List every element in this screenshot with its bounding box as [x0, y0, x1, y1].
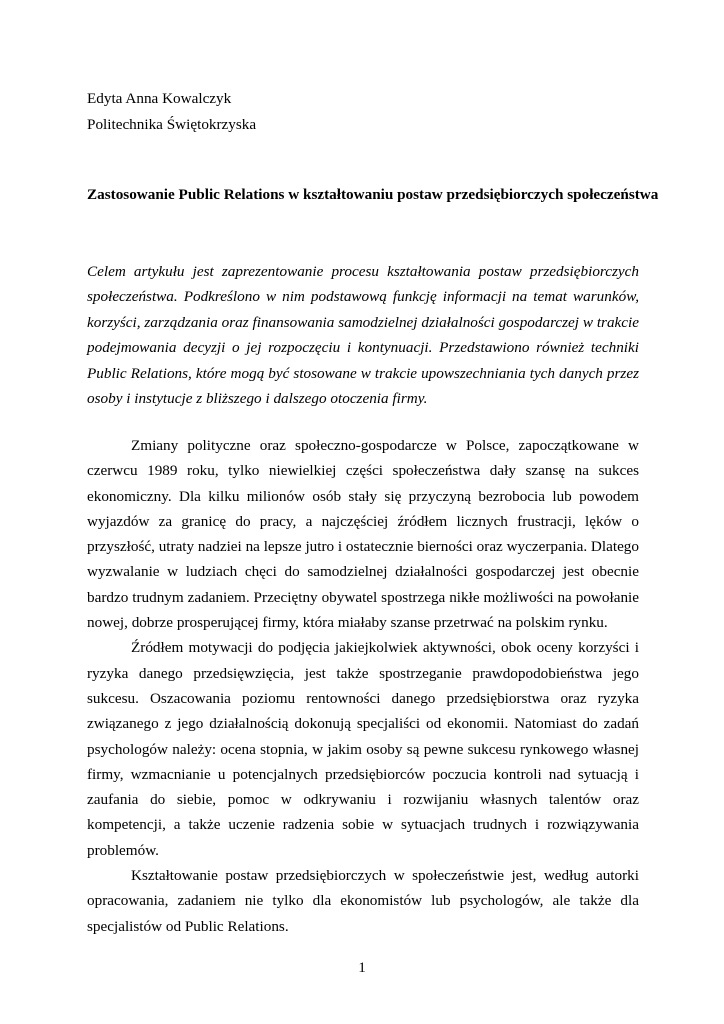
- body-text: [87, 433, 639, 939]
- author-affiliation: Politechnika Świętokrzyska: [87, 116, 257, 133]
- page-number: 1: [358, 959, 366, 976]
- paragraph-2: Źródłem motywacji do podjęcia jakiejkolwiek aktywności, obok oceny korzyści i ryzyka danego przedsięwzięcia, jest także spostrzeganie prawdopodobieństwa jego sukcesu. Oszacowania poziomu rentowności danego przedsiębiorstwa oraz ryzyka związanego z jego działalnością dokonują specjaliści od ekonomii. Natomiast do zadań psychologów należy: ocena stopnia, w jakim osoby są pewne sukcesu rynkowego własnej firmy, wzmacnianie u potencjalnych przedsiębiorców poczucia kontroli nad sytuacją i zaufania do siebie, pomoc w odkrywaniu i rozwijaniu własnych talentów oraz kompetencji, a także uczenie radzenia sobie w sytuacjach trudnych i rozwiązywania problemów.: [87, 639, 639, 859]
- article-title: Zastosowanie Public Relations w kształtowaniu postaw przedsiębiorczych społeczeństwa: [87, 186, 659, 203]
- paragraph-3: Kształtowanie postaw przedsiębiorczych w społeczeństwie jest, według autorki opracowania, zadaniem nie tylko dla ekonomistów lub psychologów, ale także dla specjalistów od Public Relations.: [87, 867, 639, 935]
- author-name: Edyta Anna Kowalczyk: [87, 90, 232, 107]
- author-block: [87, 86, 256, 138]
- paragraph-1: Zmiany polityczne oraz społeczno-gospodarcze w Polsce, zapoczątkowane w czerwcu 1989 roku, tylko niewielkiej części społeczeństwa dały szansę na sukces ekonomiczny. Dla kilku milionów osób stały się przyczyną bezrobocia lub powodem wyjazdów za granicę do pracy, a najczęściej źródłem licznych frustracji, lęków o przyszłość, utraty nadziei na lepsze jutro i ostatecznie bierności oraz wyczerpania. Dlatego wyzwalanie w ludziach chęci do samodzielnej działalności gospodarczej jest obecnie bardzo trudnym zadaniem. Przeciętny obywatel spostrzega nikłe możliwości na powołanie nowej, dobrze prosperującej firmy, która miałaby szanse przetrwać na polskim rynku.: [87, 437, 639, 632]
- abstract: Celem artykułu jest zaprezentowanie procesu kształtowania postaw przedsiębiorczych społeczeństwa. Podkreślono w nim podstawową funkcję informacji na temat warunków, korzyści, zarządzania oraz finansowania samodzielnej działalności gospodarczej w trakcie podejmowania decyzji o jej rozpoczęciu i kontynuacji. Przedstawiono również techniki Public Relations, które mogą być stosowane w trakcie upowszechniania tych danych przez osoby i instytucje z bliższego i dalszego otoczenia firmy.: [87, 263, 639, 408]
